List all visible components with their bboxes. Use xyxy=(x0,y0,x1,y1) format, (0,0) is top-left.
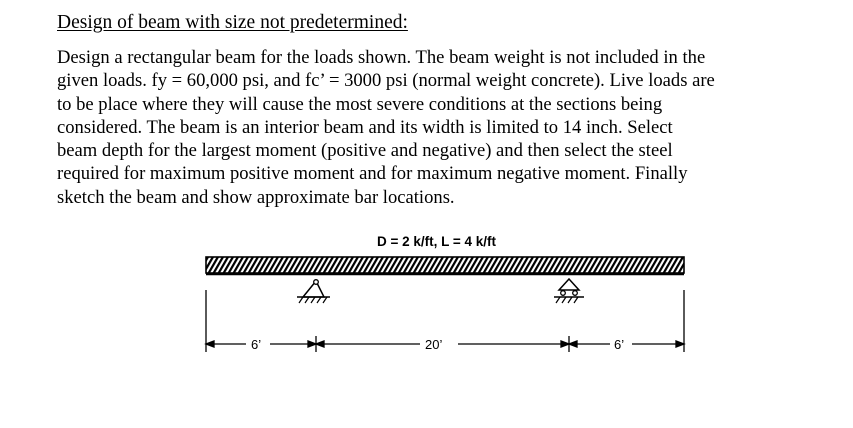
dimension-left-label: 6’ xyxy=(251,337,262,352)
paragraph-line: beam depth for the largest moment (positive and negative) and then select the steel xyxy=(57,140,673,162)
dimension-right-label: 6’ xyxy=(614,337,625,352)
section-heading: Design of beam with size not predetermined: xyxy=(57,12,408,33)
load-label: D = 2 k/ft, L = 4 k/ft xyxy=(377,234,497,249)
paragraph-line: given loads. fy = 60,000 psi, and fc’ = 3000 psi (normal weight concrete). Live loads are xyxy=(57,70,715,92)
beam xyxy=(206,257,684,273)
paragraph-line: considered. The beam is an interior beam and its width is limited to 14 inch. Select xyxy=(57,116,673,138)
paragraph-line: Design a rectangular beam for the loads shown. The beam weight is not included in the xyxy=(57,47,706,68)
pin-support xyxy=(297,280,330,303)
paragraph-line: to be place where they will cause the most severe conditions at the sections being xyxy=(57,93,663,115)
paragraph-line: required for maximum positive moment and for maximum negative moment. Finally xyxy=(57,163,688,185)
dimension-middle-label: 20’ xyxy=(425,337,443,352)
dimension-line xyxy=(206,290,684,352)
paragraph-line: sketch the beam and show approximate bar locations. xyxy=(57,186,455,208)
roller-support xyxy=(554,279,584,303)
